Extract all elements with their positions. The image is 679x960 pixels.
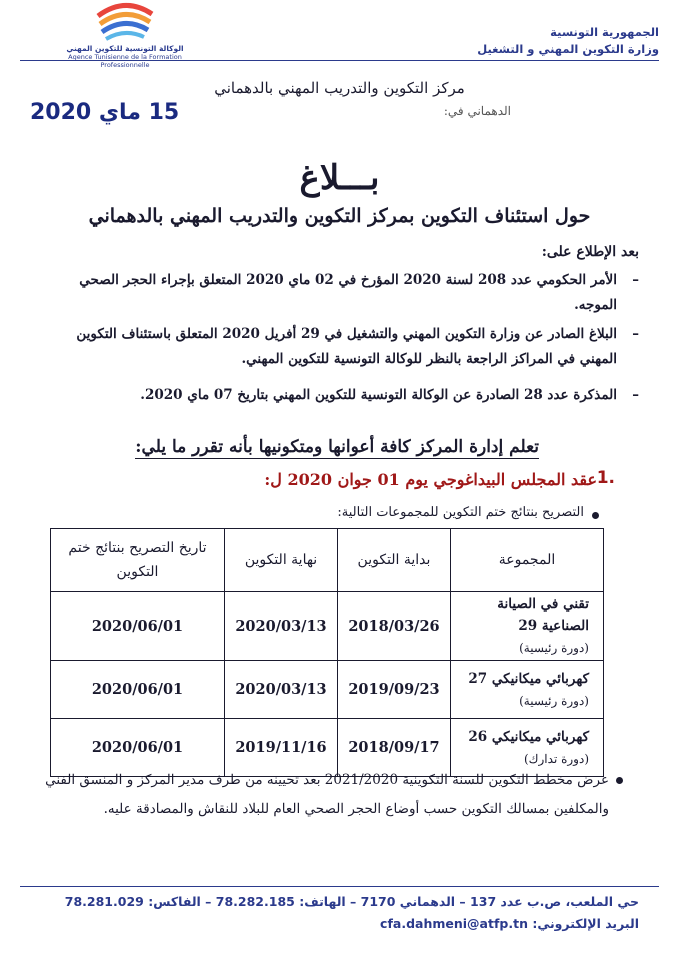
header-end: نهاية التكوين: [225, 529, 338, 592]
agency-logo: [40, 2, 210, 82]
header-divider: [20, 60, 659, 61]
bullet-icon: [616, 777, 623, 784]
announcement-heading: تعلم إدارة المركز كافة أعوانها ومتكونيها بأنه تقرر ما يلي:: [135, 437, 539, 457]
results-date: 2020/06/01: [51, 661, 225, 719]
logo-french-text-1: Agence Tunisienne de la Formation: [68, 53, 182, 61]
group-type: (دورة رئيسية): [519, 693, 589, 708]
group-cell: [451, 661, 604, 719]
group-name: كهربائي ميكانيكي 26: [468, 728, 589, 745]
ministry-name: وزارة التكوين المهني و التشغيل: [477, 42, 659, 56]
end-date: 2020/03/13: [225, 592, 338, 661]
groups-table: [50, 528, 604, 777]
republic-name: الجمهورية التونسية: [550, 25, 659, 39]
end-date: 2020/03/13: [225, 661, 338, 719]
start-date: 2018/09/17: [338, 719, 451, 777]
center-name: مركز التكوين والتدريب المهني بالدهماني: [214, 79, 465, 97]
reference-item: [70, 268, 639, 318]
start-date: 2019/09/23: [338, 661, 451, 719]
results-date: 2020/06/01: [51, 719, 225, 777]
header-group: المجموعة: [451, 529, 604, 592]
dash-marker: –: [632, 387, 639, 403]
item-number: 1.: [596, 468, 615, 488]
reference-text: المذكرة عدد 28 الصادرة عن الوكالة التونسية للتكوين المهني بتاريخ 07 ماي 2020.: [140, 387, 617, 403]
table-header-row: [51, 529, 604, 592]
date-label: الدهماني في:: [443, 104, 511, 118]
group-type: (دورة رئيسية): [519, 641, 589, 655]
references-intro: بعد الإطلاع على:: [541, 244, 639, 260]
logo-arabic-text: الوكالة التونسية للتكوين المهني: [66, 44, 184, 53]
date-value: 15 ماي 2020: [30, 100, 180, 125]
item-1-heading: عقد المجلس البيداغوجي يوم 01 جوان 2020 ل:: [264, 470, 597, 489]
reference-item: [70, 322, 639, 372]
atfp-logo-icon: [90, 2, 160, 44]
header-start: بداية التكوين: [338, 529, 451, 592]
header-results: تاريخ التصريح بنتائج ختم التكوين: [51, 529, 225, 592]
footer-divider: [20, 886, 659, 887]
footer-email: البريد الإلكتروني: cfa.dahmeni@atfp.tn: [380, 916, 639, 931]
group-name: تقني في الصيانة الصناعية 29: [497, 596, 589, 634]
subject-line: حول استئناف التكوين بمركز التكوين والتدريب المهني بالدهماني: [88, 205, 591, 227]
dash-marker: –: [632, 326, 639, 342]
reference-item: [70, 383, 639, 408]
logo-french-text-2: Professionnelle: [100, 61, 150, 69]
footer-address: حي الملعب، ص.ب عدد 137 – الدهماني 7170 – الهاتف: 78.282.185 – الفاكس: 78.281.029: [64, 894, 639, 909]
group-type: (دورة تدارك): [523, 751, 589, 766]
dash-marker: –: [632, 272, 639, 288]
ministry-header: [477, 24, 659, 58]
page-title: بـــلاغ: [299, 158, 380, 198]
bullet-text: عرض مخطط التكوين للسنة التكوينية 2021/2020 بعد تحيينه من طرف مدير المركز و المنسق الفني والمكلفين بمسالك التكوين حسب أوضاع الحجر الصحي العام للبلاد للنقاش والمصادقة عليه.: [45, 772, 609, 817]
table-row: [51, 661, 604, 719]
end-date: 2019/11/16: [225, 719, 338, 777]
bullet-text: التصريح بنتائج ختم التكوين للمجموعات التالية:: [337, 505, 584, 520]
bullet-icon: [592, 512, 599, 519]
reference-text: الأمر الحكومي عدد 208 لسنة 2020 المؤرخ في 02 ماي 2020 المتعلق بإجراء الحجر الصحي الموجه.: [79, 272, 617, 313]
group-name: كهربائي ميكانيكي 27: [468, 670, 589, 687]
start-date: 2018/03/26: [338, 592, 451, 661]
results-date: 2020/06/01: [51, 592, 225, 661]
reference-text: البلاغ الصادر عن وزارة التكوين المهني والتشغيل في 29 أفريل 2020 المتعلق باستئناف التكوين المهني في المراكز الراجعة بالنظر للوكالة التونسية للتكوين المهني.: [76, 326, 617, 367]
group-cell: [451, 592, 604, 661]
table-row: [51, 592, 604, 661]
